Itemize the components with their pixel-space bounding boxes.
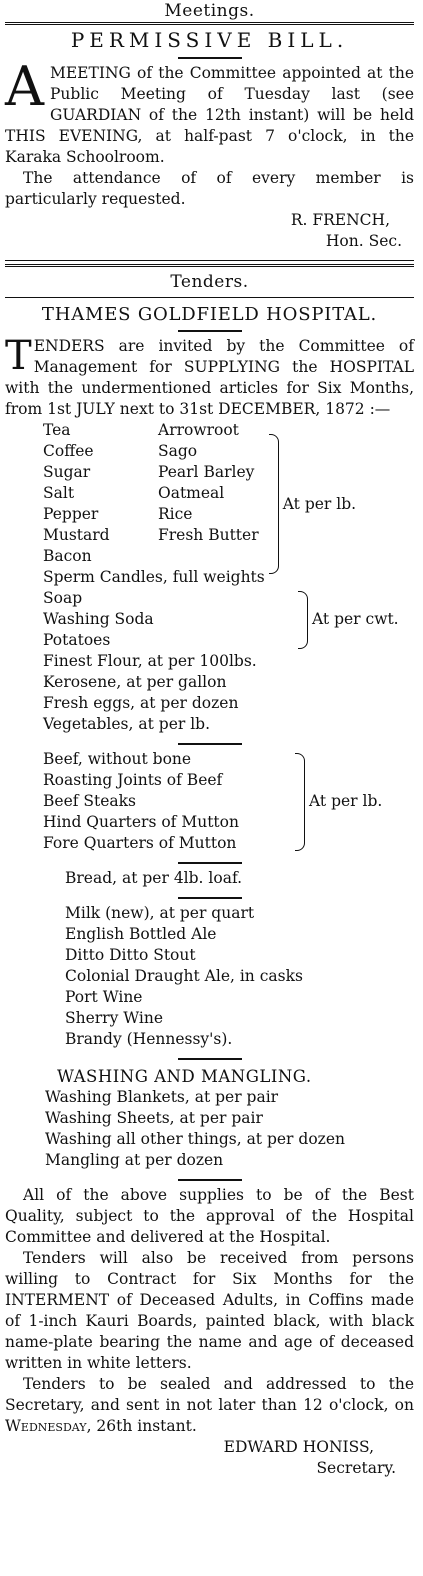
- meat-items: [43, 749, 283, 854]
- meeting-signature-title: Hon. Sec.: [325, 232, 402, 250]
- list-item: Hind Quarters of Mutton: [43, 813, 239, 831]
- list-item: Beef Steaks: [43, 792, 137, 810]
- list-item: Fore Quarters of Mutton: [43, 834, 237, 852]
- list-item: Brandy (Hennessy's).: [65, 1030, 233, 1048]
- meat-rule: [178, 743, 242, 745]
- per-lb-note: At per lb.: [282, 494, 357, 513]
- tenders-signature-name: EDWARD HONISS,: [223, 1438, 374, 1456]
- meeting-drop-cap: A: [5, 55, 44, 118]
- grocery-list-lb: [43, 420, 414, 588]
- list-item: Milk (new), at per quart: [65, 904, 255, 922]
- list-item: Washing Soda: [43, 610, 154, 628]
- tenders-intro-text: ENDERS are invited by the Committee of Management for SUPPLYING the HOSPITAL with the undermentioned articles for Six Months, from 1st JULY next to 31st DECEMBER, 1872 :—: [5, 337, 414, 418]
- grocery-item: Sugar: [43, 463, 91, 481]
- grocery-item: Coffee: [43, 442, 94, 460]
- drinks-list: [65, 903, 414, 1050]
- list-item: Finest Flour, at per 100lbs.: [43, 652, 257, 670]
- conditions-rule: [178, 1179, 242, 1181]
- grocery-item: Fresh Butter: [158, 526, 259, 544]
- list-item: Roasting Joints of Beef: [43, 771, 223, 789]
- brace-lb-line: [269, 434, 279, 574]
- sperm-candles-item: Sperm Candles, full weights: [43, 568, 265, 586]
- meeting-notice: [5, 55, 414, 168]
- deadline-day: Wednesday: [5, 1417, 87, 1435]
- grocery-item: Tea: [43, 421, 71, 439]
- list-item: Sherry Wine: [65, 1009, 164, 1027]
- section-divider-2: [5, 264, 414, 267]
- cwt-items: [43, 588, 218, 651]
- list-item: Potatoes: [43, 631, 111, 649]
- brace-meat: [291, 753, 382, 851]
- grocery-item: Sago: [158, 442, 198, 460]
- meetings-section-heading: Meetings.: [164, 1, 255, 21]
- deadline-paragraph: [5, 1374, 414, 1437]
- hospital-title-rule: [178, 330, 242, 332]
- list-item: Mangling at per dozen: [45, 1151, 224, 1169]
- grocery-item: Rice: [158, 505, 193, 523]
- grocery-item: Mustard: [43, 526, 110, 544]
- bread-rule: [178, 862, 242, 864]
- tenders-intro: [5, 333, 414, 420]
- permissive-bill-title: PERMISSIVE BILL.: [70, 28, 349, 52]
- grocery-item: Arrowroot: [158, 421, 239, 439]
- list-item: Beef, without bone: [43, 750, 192, 768]
- grocery-item: Pearl Barley: [158, 463, 255, 481]
- per-cwt-note: At per cwt.: [312, 610, 399, 628]
- grocery-item: Bacon: [43, 547, 92, 565]
- grocery-item: Pepper: [43, 505, 99, 523]
- title-rule: [178, 57, 242, 59]
- hospital-title: THAMES GOLDFIELD HOSPITAL.: [41, 304, 378, 325]
- list-item: Port Wine: [65, 988, 143, 1006]
- list-item: Washing Sheets, at per pair: [45, 1109, 263, 1127]
- drinks-rule: [178, 897, 242, 899]
- grocery-columns: [43, 420, 265, 588]
- washing-list: [45, 1087, 414, 1171]
- meat-list: [43, 749, 414, 854]
- washing-heading: WASHING AND MANGLING.: [57, 1067, 312, 1086]
- list-item: Fresh eggs, at per dozen: [43, 694, 239, 712]
- interment-paragraph: Tenders will also be received from persons willing to Contract for Six Months for the INTERMENT of Deceased Adults, in Coffins made of 1-inch Kauri Boards, painted black, with black name-plate bearing the name and age of deceased written in white letters.: [5, 1249, 414, 1372]
- list-item: Ditto Ditto Stout: [65, 946, 196, 964]
- tenders-section-heading: Tenders.: [170, 272, 249, 292]
- list-item: Vegetables, at per lb.: [43, 715, 211, 733]
- grocery-item: [158, 546, 265, 567]
- brace-meat-line: [295, 753, 305, 851]
- top-double-rule: [5, 22, 414, 25]
- quality-paragraph: All of the above supplies to be of the Best Quality, subject to the approval of the Hospital Committee and delivered at the Hospital.: [5, 1186, 414, 1246]
- list-item: Soap: [43, 589, 83, 607]
- list-item: Washing Blankets, at per pair: [45, 1088, 279, 1106]
- section-divider-1: [5, 260, 414, 261]
- grocery-item: Salt: [43, 484, 75, 502]
- brace-lb: [265, 434, 356, 574]
- grocery-list-cwt: [43, 588, 414, 651]
- misc-items: [43, 651, 414, 735]
- list-item: Colonial Draught Ale, in casks: [65, 967, 303, 985]
- tenders-drop-cap: T: [5, 333, 32, 379]
- meeting-caps-word: MEETING: [50, 64, 131, 82]
- deadline-text-b: , 26th instant.: [86, 1417, 197, 1435]
- list-item: Kerosene, at per gallon: [43, 673, 227, 691]
- bread-item: Bread, at per 4lb. loaf.: [65, 869, 243, 887]
- deadline-text-a: Tenders to be sealed and addressed to the Secretary, and sent in not later than 12 o'clock, on: [5, 1375, 414, 1414]
- list-item: Washing all other things, at per dozen: [45, 1130, 345, 1148]
- meeting-attendance: The attendance of of every member is particularly requested.: [5, 169, 414, 208]
- meeting-body-text: of the Committee appointed at the Public Meeting of Tuesday last (see GUARDIAN of the 12th instant) will be held THIS EVENING, at half-past 7 o'clock, in the Karaka Schoolroom.: [5, 64, 414, 166]
- meat-per-lb-note: At per lb.: [309, 792, 383, 810]
- list-item: English Bottled Ale: [65, 925, 217, 943]
- grocery-item: Oatmeal: [158, 484, 225, 502]
- tenders-signature-title: Secretary.: [316, 1459, 396, 1477]
- meeting-notice-body: [5, 55, 414, 168]
- meeting-signature-name: R. FRENCH,: [290, 211, 390, 229]
- brace-cwt-line: [298, 591, 308, 649]
- washing-rule: [178, 1058, 242, 1060]
- grocery-grid: [43, 420, 265, 567]
- tenders-heading-rule: [5, 297, 414, 298]
- brace-cwt: [294, 591, 399, 649]
